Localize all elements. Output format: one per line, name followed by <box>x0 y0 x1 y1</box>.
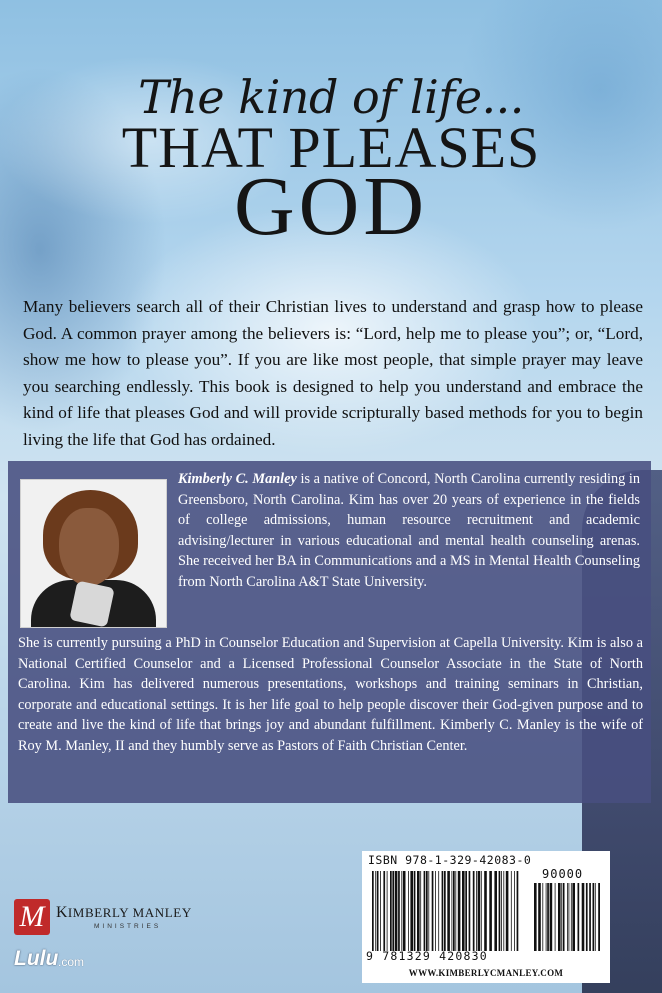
barcode-bar <box>514 871 515 951</box>
barcode-bar <box>534 883 537 951</box>
barcode-bar <box>501 871 502 951</box>
barcode-bar <box>432 871 434 951</box>
author-bio-intro <box>178 469 640 592</box>
barcode-bar <box>390 871 392 951</box>
price-code: 90000 <box>542 867 584 881</box>
title-line-2: THAT PLEASES <box>121 115 541 180</box>
barcode-bar <box>442 871 444 951</box>
barcode-bar <box>377 871 379 951</box>
barcode-bar <box>428 871 429 951</box>
barcode-bar <box>410 871 413 951</box>
barcode-bar <box>420 871 421 951</box>
barcode-bar <box>558 883 561 951</box>
barcode-bar <box>383 871 385 951</box>
author-bio-intro-text: is a native of Concord, North Carolina currently residing in Greensboro, North Carolina. Kim has over 20 years of experience in the fields of college admissions, human resource recruitment and academic advising/lecturer in various educational and mental health counseling arenas. She received her BA in Communications and a MS in Mental Health Counseling from North Carolina A&T State University. <box>178 471 640 590</box>
barcode-bar <box>569 883 570 951</box>
website-url: WWW.KIMBERLYCMANLEY.COM <box>408 968 564 978</box>
publisher-name: Lulu <box>14 947 59 970</box>
barcode-bar <box>435 871 436 951</box>
barcode-bar <box>506 871 509 951</box>
barcode-bar <box>469 871 471 951</box>
barcode-bar <box>401 871 402 951</box>
title-line-1: The kind of life... <box>138 70 524 124</box>
barcode-bar <box>398 871 400 951</box>
barcode-bar <box>489 871 492 951</box>
barcode-bar <box>476 871 477 951</box>
barcode-bar <box>444 871 446 951</box>
author-name: Kimberly C. Manley <box>178 471 297 487</box>
barcode-bar <box>503 871 504 951</box>
barcode-bar <box>372 871 374 951</box>
barcode-bar <box>473 871 475 951</box>
barcode-bar <box>375 871 376 951</box>
barcode-bar <box>380 871 381 951</box>
barcode-bar <box>547 883 549 951</box>
barcode-bar <box>567 883 568 951</box>
barcode-main-bars <box>372 871 520 951</box>
barcode-bar <box>438 871 439 951</box>
barcode-bar <box>546 883 547 951</box>
barcode-bar <box>572 883 575 951</box>
ministry-logo-mark: M <box>14 899 50 935</box>
barcode-bar <box>595 883 596 951</box>
isbn-label: ISBN 978-1-329-42083-0 <box>368 853 532 867</box>
barcode-bar <box>481 871 482 951</box>
ministry-logo-sub: MINISTRIES <box>94 923 162 930</box>
ministry-logo-name: KIMBERLY MANLEY <box>56 904 192 921</box>
barcode-bar <box>578 883 580 951</box>
barcode-bar <box>593 883 595 951</box>
barcode-bar <box>403 871 406 951</box>
barcode-bar <box>453 871 455 951</box>
barcode-bar <box>452 871 453 951</box>
barcode-bar <box>455 871 456 951</box>
barcode-bar <box>582 883 585 951</box>
barcode-bar <box>426 871 428 951</box>
barcode-bar <box>395 871 398 951</box>
barcode-bar <box>563 883 565 951</box>
barcode-bar <box>408 871 409 951</box>
barcode-bar <box>458 871 461 951</box>
isbn-barcode <box>362 851 610 983</box>
barcode-bar <box>387 871 388 951</box>
ministry-name-text: IMBERLY MANLEY <box>67 905 192 920</box>
barcode-bar <box>561 883 562 951</box>
book-description: Many believers search all of their Christian lives to understand and grasp how to please God. A common prayer among the believers is: “Lord, help me to please you”; or, “Lord, show me how to please you”. If you are like most people, that simple prayer may leave you searching endlessly. This book is designed to help you understand and embrace the kind of life that pleases God and will provide scripturally based methods for you to begin living the life that God has ordained. <box>23 297 643 449</box>
publisher-suffix: .com <box>58 955 85 969</box>
barcode-bar <box>392 871 394 951</box>
barcode-bar <box>447 871 450 951</box>
publisher-logo <box>14 947 84 975</box>
author-bio-continuation: She is currently pursuing a PhD in Counselor Education and Supervision at Capella University. Kim is also a National Certified Counselor and a Licensed Professional Counselor Associate in the State of North Carolina. Kim has delivered numerous presentations, workshops and training seminars in Christian, corporate and educational settings. It is her life goal to help people discover their God-given purpose and to create and live the kind of life that brings joy and abundant fulfillment. Kimberly C. Manley is the wife of Roy M. Manley, II and they humbly serve as Pastors of Faith Christian Center. <box>18 635 643 754</box>
barcode-bar <box>414 871 416 951</box>
barcode-bar <box>462 871 465 951</box>
barcode-bar <box>555 883 556 951</box>
barcode-bar <box>589 883 591 951</box>
barcode-bar <box>538 883 541 951</box>
barcode-bar <box>571 883 572 951</box>
barcode-bar <box>511 871 512 951</box>
barcode-bar <box>586 883 588 951</box>
title-line-3: GOD <box>234 160 428 253</box>
barcode-bar <box>499 871 501 951</box>
barcode-bar <box>550 883 553 951</box>
barcode-addon-bars <box>534 883 600 951</box>
barcode-bar <box>494 871 497 951</box>
barcode-bar <box>517 871 519 951</box>
barcode-bar <box>598 883 600 951</box>
barcode-bar <box>465 871 467 951</box>
isbn-digits: 9 781329 420830 <box>366 949 488 963</box>
barcode-bar <box>417 871 420 951</box>
barcode-bar <box>542 883 543 951</box>
barcode-bar <box>484 871 487 951</box>
barcode-bar <box>424 871 426 951</box>
author-photo <box>20 479 167 628</box>
author-bio-panel <box>8 461 651 803</box>
barcode-bar <box>478 871 481 951</box>
